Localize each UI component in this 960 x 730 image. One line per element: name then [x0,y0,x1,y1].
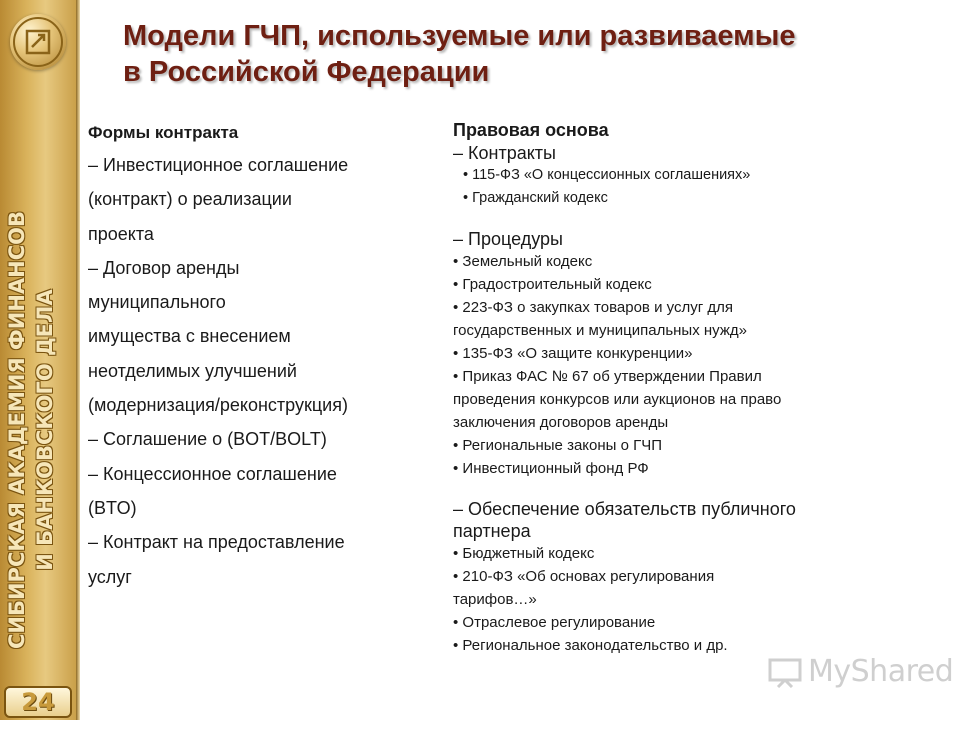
list-item: муниципального [88,292,226,313]
obligations-item: тарифов…» [453,591,537,608]
page-number: 24 [4,686,72,718]
procedures-item: заключения договоров аренды [453,414,669,431]
list-item: (модернизация/реконструкция) [88,395,348,416]
academy-name-line1: СИБИРСКАЯ АКАДЕМИЯ ФИНАНСОВ [5,210,29,650]
list-item: – Договор аренды [88,257,240,278]
legal-basis-heading: Правовая основа [453,120,609,140]
list-item: услуг [88,566,132,587]
procedures-item: • Региональные законы о ГЧП [453,437,663,454]
academy-name-line2: И БАНКОВСКОГО ДЕЛА [33,289,57,571]
obligations-item: • 210-ФЗ «Об основах регулирования [453,568,715,585]
academy-logo [10,14,66,70]
academy-name-vertical [3,130,73,730]
contracts-item-text: 115-ФЗ «О концессионных соглашениях» [472,167,751,183]
list-item: – Соглашение о (BOT/BOLT) [88,429,327,450]
list-item: проекта [88,223,154,244]
contract-forms-heading: Формы контракта [88,123,239,142]
procedures-item: государственных и муниципальных нужд» [453,322,747,339]
list-item: (BTO) [88,497,137,518]
procedures-item: • 223-ФЗ о закупках товаров и услуг для [453,299,733,316]
contract-forms-column [88,118,428,594]
contracts-label: – Контракты [453,143,556,163]
obligations-item: • Региональное законодательство и др. [453,637,728,654]
slide-title-line1: Модели ГЧП, используемые или развиваемые [123,20,796,52]
procedures-item: • Приказ ФАС № 67 об утверждении Правил [453,368,762,385]
procedures-item: • Земельный кодекс [453,253,593,270]
presentation-icon [768,658,802,688]
procedures-item: • Градостроительный кодекс [453,276,652,293]
obligations-item: • Отраслевое регулирование [453,614,656,631]
list-item: имущества с внесением [88,326,291,347]
slide-title [123,18,923,90]
obligations-item: • Бюджетный кодекс [453,545,595,562]
obligations-label-line1: – Обеспечение обязательств публичного [453,499,796,519]
myshared-watermark [768,654,954,692]
procedures-label: – Процедуры [453,229,563,249]
obligations-label-line2: партнера [453,521,531,541]
contracts-item: • Гражданский кодекс [463,190,608,206]
procedures-item: • 135-ФЗ «О защите конкуренции» [453,345,693,362]
contracts-item: • 115-ФЗ «О концессионных соглашениях» [463,167,751,183]
watermark-text: MyShared [808,654,954,689]
list-item: – Контракт на предоставление [88,532,345,553]
list-item: неотделимых улучшений [88,360,297,381]
sidebar-edge [76,0,80,720]
procedures-item: проведения конкурсов или аукционов на право [453,391,782,408]
slide-title-line2: в Российской Федерации [123,56,490,88]
list-item: (контракт) о реализации [88,189,292,210]
list-item: – Концессионное соглашение [88,463,337,484]
contracts-item-text: Гражданский кодекс [472,190,608,206]
procedures-item: • Инвестиционный фонд РФ [453,460,649,477]
legal-basis-column [453,118,923,657]
list-item: – Инвестиционное соглашение [88,155,349,175]
